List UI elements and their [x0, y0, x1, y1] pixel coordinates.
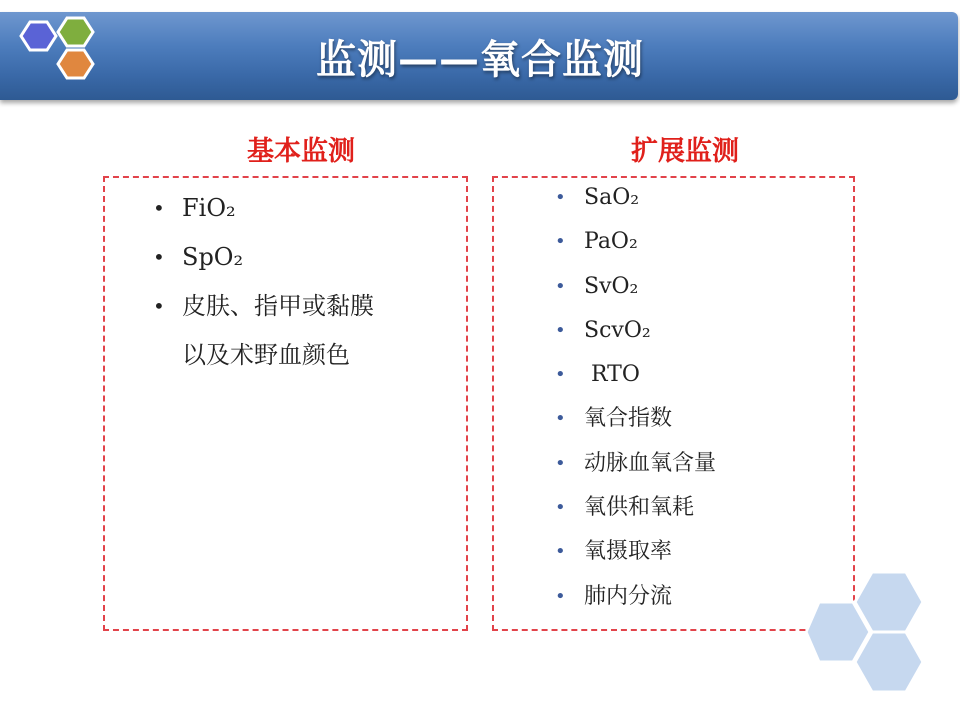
basic-monitoring-heading: 基本监测 — [247, 135, 355, 167]
list-item — [150, 233, 450, 282]
list-item — [150, 184, 450, 233]
list-item-text: ScvO₂ — [584, 317, 651, 343]
bullet-dot-icon: • — [153, 196, 165, 220]
list-item-text: RTO — [584, 362, 640, 388]
list-item-text: SvO₂ — [584, 273, 639, 299]
list-item-text: FiO₂ — [182, 194, 236, 222]
list-item — [552, 176, 842, 220]
bullet-dot-icon: • — [153, 245, 165, 269]
list-item — [552, 442, 842, 486]
list-item-text: 氧摄取率 — [584, 539, 673, 565]
list-item — [552, 220, 842, 264]
list-item-continuation — [150, 331, 450, 380]
bullet-dot-icon: • — [555, 452, 566, 474]
bullet-dot-icon: • — [153, 294, 165, 318]
list-item — [552, 353, 842, 397]
extended-monitoring-list — [552, 176, 842, 619]
list-item-text: 动脉血氧含量 — [584, 450, 717, 476]
bullet-dot-icon: • — [555, 585, 566, 607]
bullet-dot-icon: • — [555, 275, 566, 297]
list-item — [150, 282, 450, 331]
page-title: 监测——氧合监测 — [316, 36, 644, 83]
list-item-text: 氧合指数 — [584, 406, 673, 432]
list-item — [552, 265, 842, 309]
list-item-text: 肺内分流 — [584, 583, 673, 609]
list-item — [552, 530, 842, 574]
bullet-dot-icon: • — [555, 319, 566, 341]
list-item — [552, 486, 842, 530]
bullet-dot-icon: • — [555, 408, 566, 430]
bullet-dot-icon: • — [555, 497, 566, 519]
bullet-dot-icon: • — [555, 364, 566, 386]
bullet-dot-icon: • — [555, 541, 566, 563]
list-item-text: SaO₂ — [584, 185, 640, 210]
bullet-dot-icon: • — [555, 187, 566, 208]
list-item-text: 氧供和氧耗 — [584, 495, 695, 521]
list-item — [552, 397, 842, 441]
list-item — [552, 309, 842, 353]
list-item-text: 以及术野血颜色 — [182, 341, 350, 369]
hexagon-decoration-icon — [806, 568, 956, 698]
list-item-text: SpO₂ — [182, 243, 244, 271]
list-item-text: PaO₂ — [584, 229, 638, 255]
basic-monitoring-list — [150, 184, 450, 380]
list-item — [552, 575, 842, 619]
bullet-dot-icon: • — [555, 231, 566, 253]
extended-monitoring-heading: 扩展监测 — [631, 135, 739, 167]
list-item-text: 皮肤、指甲或黏膜 — [182, 292, 374, 320]
